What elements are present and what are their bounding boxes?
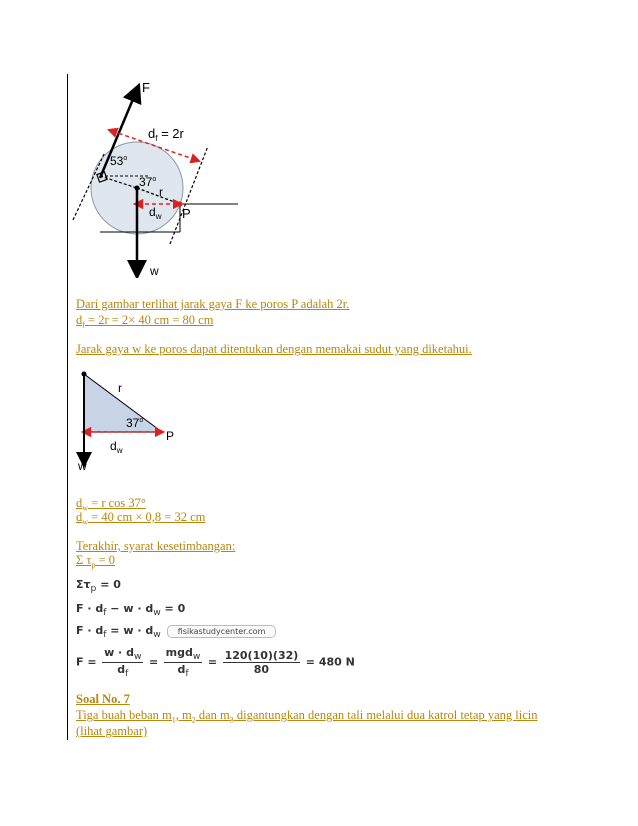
label-dw: $d_w$ (149, 205, 162, 221)
label-P: P (182, 206, 191, 221)
text-line-df: $d_f = 2r = 2\times 40$ cm = 80 cm (76, 313, 214, 330)
tri-label-r: r (118, 381, 122, 395)
text-line-sum-torque: Σ $\tau_p = 0$ (76, 553, 115, 570)
tri-label-w: w (78, 459, 87, 473)
equation-torque-equal: $F \cdot d_f = w \cdot d_w$ fisikastudycenter.com (76, 624, 276, 640)
section-body-line2: (lihat gambar) (76, 724, 148, 738)
tri-label-dw: $d_w$ (110, 439, 123, 455)
text-line-distance-F: Dari gambar terlihat jarak gaya F ke poros P adalah 2r. (76, 297, 350, 311)
label-r: r (159, 185, 163, 199)
text-line-dw-value: $d_w = 40$ cm × 0,8 = 32 cm (76, 510, 206, 527)
label-df: $d_f = 2r$ (148, 126, 184, 143)
tri-label-37: 37$^o$ (126, 416, 144, 430)
equation-sum-torque: $\Sigma\tau_p = 0$ (76, 578, 121, 595)
section-title-soal-7: Soal No. 7 (76, 692, 130, 706)
label-w: w (150, 264, 159, 278)
equation-force-result: F = $\frac{w \cdot d_w}{d_f}$ = $\frac{mgd_w}{d_f}$ = $\frac{120(10)(32)}{80}$ = 480 N (76, 646, 355, 680)
label-37: 37$^o$ (139, 175, 157, 189)
text-line-equilibrium: Terakhir, syarat kesetimbangan: (76, 539, 236, 553)
tri-label-P: P (166, 429, 175, 443)
left-margin-rule (67, 74, 68, 740)
figure-torque-circle (70, 78, 250, 278)
watermark-badge: fisikastudycenter.com (167, 625, 277, 638)
label-F: F (142, 80, 150, 95)
figure-triangle (70, 366, 200, 476)
section-body-line1: Tiga buah beban $m_1$, $m_2$ dan $m_3$ digantungkan dengan tali melalui dua katrol tetap yang licin (76, 708, 538, 725)
text-line-distance-w: Jarak gaya w ke poros dapat ditentukan dengan memakai sudut yang diketahui. (76, 342, 472, 356)
label-53: 53$^o$ (110, 154, 128, 168)
text-line-dw-formula: $d_w = r$ cos 37° (76, 496, 146, 513)
equation-torque-balance: $F \cdot d_f - w \cdot d_w = 0$ (76, 602, 186, 619)
